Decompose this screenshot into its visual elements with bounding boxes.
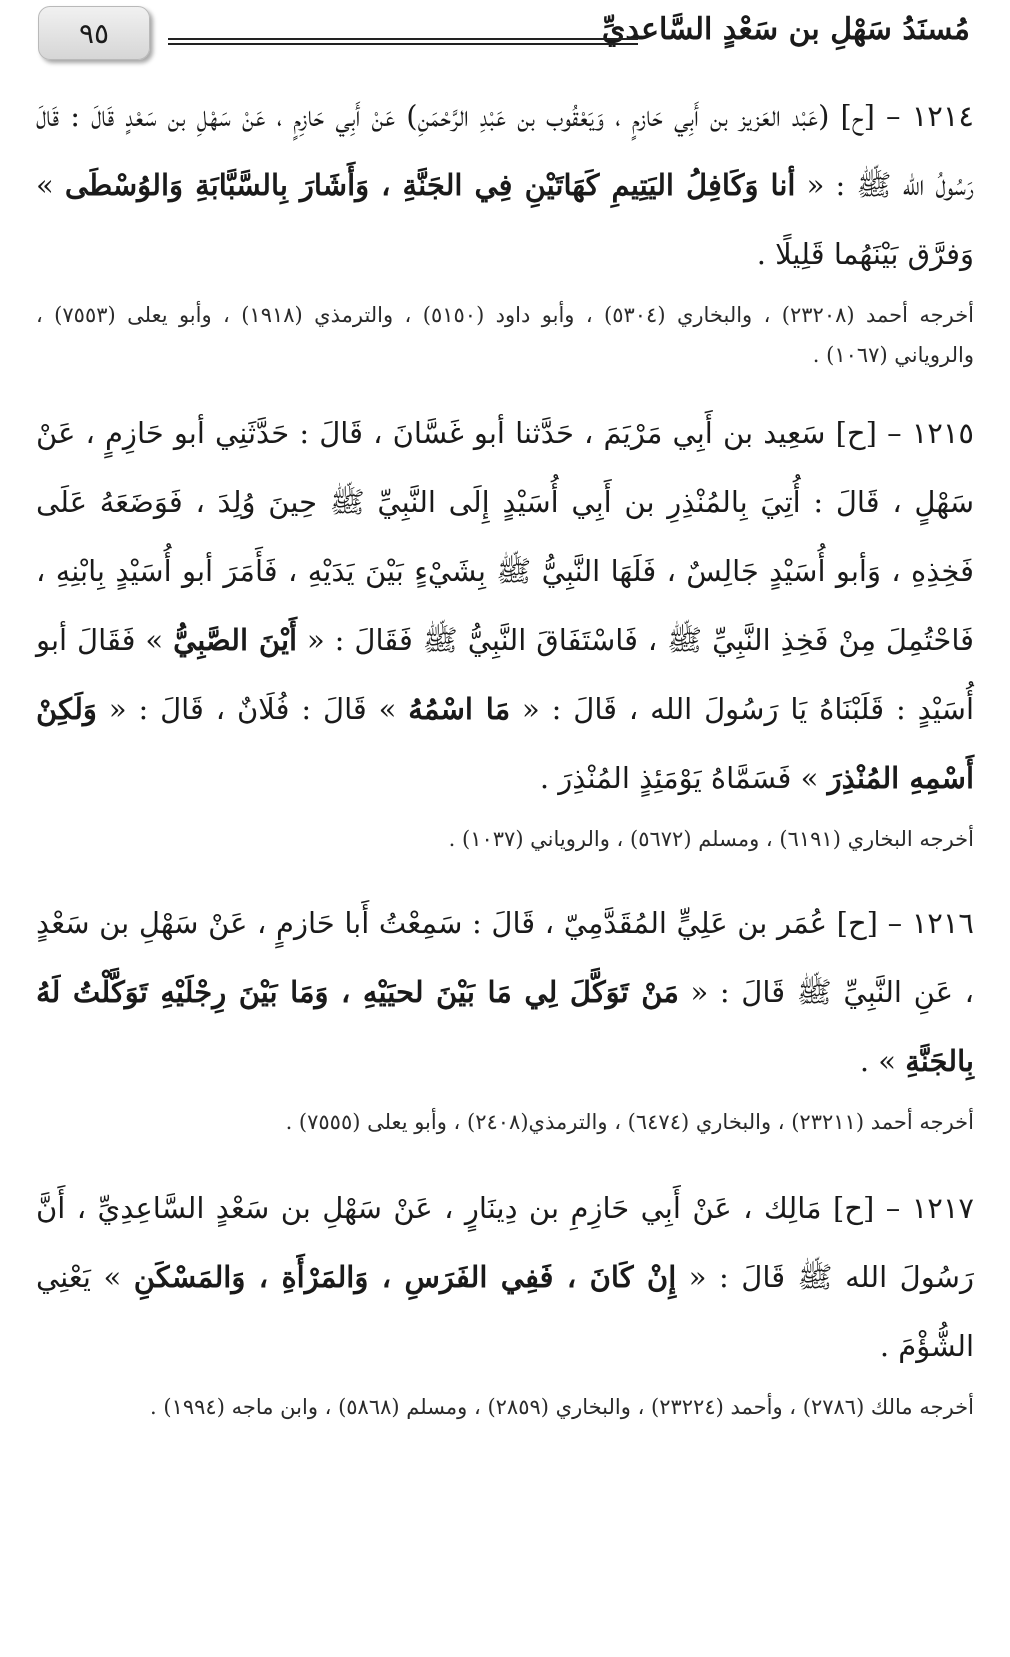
hadith-isnad: ١٢١٦ – [ح] عُمَر بن عَلِيٍّ المُقَدَّمِيّ ، قَالَ : سَمِعْتُ أَبا حَازمٍ ، عَنْ سَهْلِ بن سَعْدٍ ، عَنِ النَّبِيِّ ﷺ قَالَ : « <box>36 906 974 1009</box>
prophetic-saying: مَا اسْمُهُ <box>408 692 511 726</box>
hadith-tail: » يَعْنِي الشُّؤْمَ . <box>36 1260 974 1363</box>
hadith-text <box>36 82 974 289</box>
header-rule <box>168 43 638 45</box>
hadith-1214 <box>36 82 974 375</box>
hadith-text <box>36 1174 974 1381</box>
hadith-1216 <box>36 889 974 1142</box>
hadith-isnad: ١٢١٥ – [ح] سَعِيد بن أَبِي مَرْيَمَ ، حَدَّثنا أبو غَسَّانَ ، قَالَ : حَدَّثَنِي أبو حَازِمٍ ، عَنْ سَهْلٍ ، قَالَ : أُتِيَ بِالمُنْذِرِ بن أَبِي أُسَيْدٍ إِلَى النَّبِيِّ ﷺ حِينَ وُلِدَ ، فَوَضَعَهُ عَلَى فَخِذِهِ ، وَأبو أُسَيْدٍ جَالِسٌ ، فَلَهَا النَّبِيُّ ﷺ بِشَيْءٍ بَيْنَ يَدَيْهِ ، فَأَمَرَ أبو أُسَيْدٍ بِابْنِهِ ، فَاحْتُمِلَ مِنْ فَخِذِ النَّبِيِّ ﷺ ، فَاسْتَفَاقَ النَّبِيُّ ﷺ فَقَالَ : « <box>36 416 975 657</box>
page-number: ٩٥ <box>78 16 110 50</box>
prophetic-saying: أَيْنَ الصَّبِيُّ <box>173 623 298 657</box>
prophetic-saying: مَنْ تَوَكَّلَ لِي مَا بَيْنَ لحيَيْهِ ، وَمَا بَيْنَ رِجْلَيْهِ تَوَكَّلْتُ لَهُ بِالجَنَّةِ <box>36 975 974 1078</box>
hadith-tail: » فَسَمَّاهُ يَوْمَئِذٍ المُنْذِرَ . <box>539 761 828 795</box>
hadith-isnad: ١٢١٧ – [ح] مَالِك ، عَنْ أَبِي حَازِمِ بن دِينَارٍ ، عَنْ سَهْلِ بن سَعْدٍ السَّاعِدِيِّ ، أَنَّ رَسُولَ الله ﷺ قَالَ : « <box>36 1191 974 1294</box>
prophetic-saying: أنا وَكَافِلُ اليَتِيمِ كَهَاتَيْنِ فِي الجَنَّةِ ، وَأَشَارَ بِالسَّبَّابَةِ وَالوُسْطَى <box>64 168 796 202</box>
hadith-isnad: ١٢١٤ – [ح] (عَبْد العَزيز بن أَبِي حَازمٍ ، وَيَعْقُوب بن عَبْدِ الرَّحْمَنِ) عَنْ أَبِي حَازِمٍ ، عَنْ سَهْلِ بن سَعْدٍ قَالَ : قَالَ رَسُولُ الله ﷺ : « <box>36 99 974 202</box>
prophetic-saying: وَلَكِنْ أَسْمِهِ المُنْذِرَ <box>36 692 974 795</box>
hadith-narration: » قَالَ : فُلَانٌ ، قَالَ : « <box>96 692 409 726</box>
takhrij-note: أخرجه أحمد (٢٣٢٠٨) ، والبخاري (٥٣٠٤) ، وأبو داود (٥١٥٠) ، والترمذي (١٩١٨) ، وأبو يعلى (٧٥٥٣) ، والروياني (١٠٦٧) . <box>36 303 975 367</box>
hadith-narration: » فَقَالَ أبو أُسَيْدٍ : قَلَبْنَاهُ يَا رَسُولَ الله ، قَالَ : « <box>36 623 974 726</box>
header-rule <box>168 38 638 40</box>
takhrij-note: أخرجه مالك (٢٧٨٦) ، وأحمد (٢٣٢٢٤) ، والبخاري (٢٨٥٩) ، ومسلم (٥٨٦٨) ، وابن ماجه (١٩٩٤) . <box>150 1395 974 1419</box>
takhrij-note: أخرجه أحمد (٢٣٢١١) ، والبخاري (٦٤٧٤) ، والترمذي(٢٤٠٨) ، وأبو يعلى (٧٥٥٥) . <box>285 1110 974 1134</box>
running-head-title: مُسنَدُ سَهْلِ بن سَعْدٍ السَّاعديِّ <box>601 12 970 47</box>
hadith-1215 <box>36 399 974 859</box>
takhrij-note: أخرجه البخاري (٦١٩١) ، ومسلم (٥٦٧٢) ، والروياني (١٠٣٧) . <box>448 827 974 851</box>
page-number-badge <box>38 6 150 60</box>
hadith-text <box>36 399 974 813</box>
hadith-tail: » وَفرَّق بَيْنَهُما قَلِيلًا . <box>36 168 974 271</box>
hadith-1217 <box>36 1174 974 1427</box>
page-content <box>36 82 974 1427</box>
hadith-tail: » . <box>859 1044 906 1078</box>
prophetic-saying: إِنْ كَانَ ، فَفِي الفَرَسِ ، وَالمَرْأَةِ ، وَالمَسْكَنِ <box>133 1260 677 1294</box>
hadith-text <box>36 889 974 1096</box>
